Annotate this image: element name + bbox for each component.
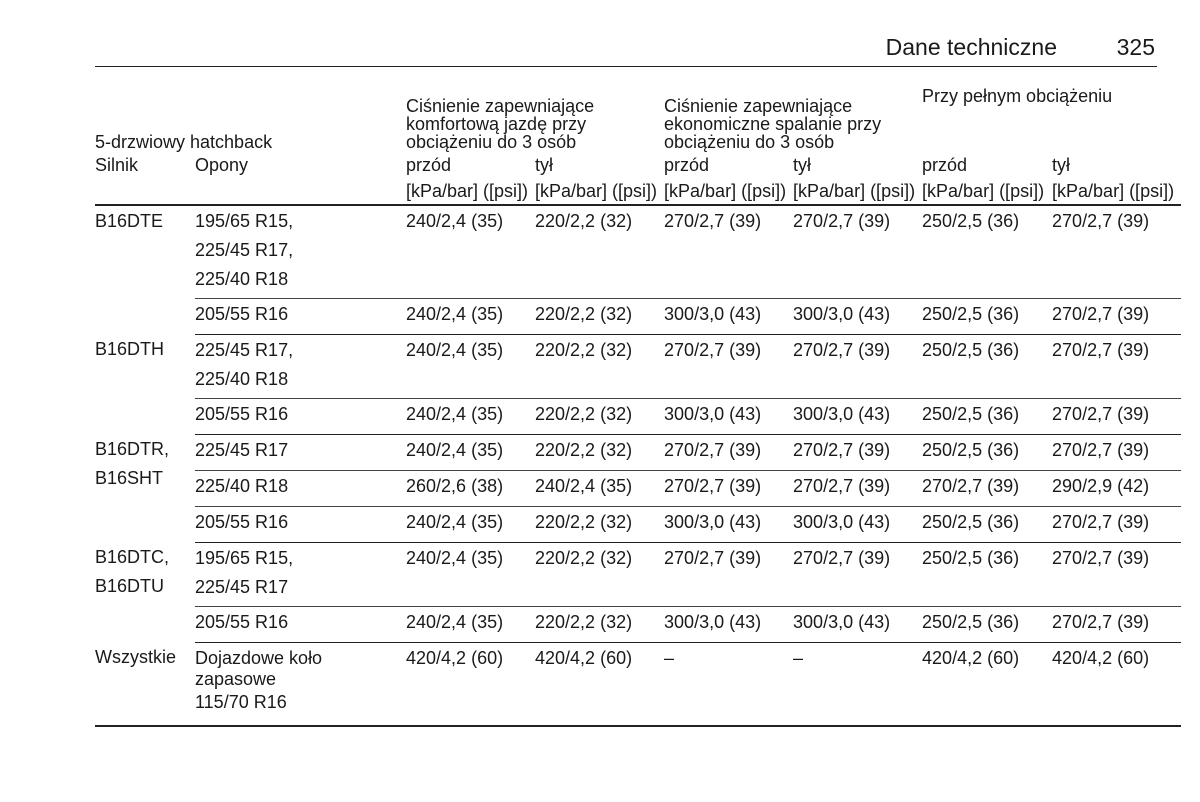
pressure-value: 270/2,7 (39): [1052, 298, 1181, 334]
engine-cell: [95, 334, 195, 434]
tyre-size-cell: [195, 298, 406, 334]
table-row: [95, 334, 1181, 398]
page-header: [95, 30, 1157, 67]
pressure-value: –: [793, 642, 922, 726]
pressure-value: –: [664, 642, 793, 726]
pressure-value: 270/2,7 (39): [1052, 506, 1181, 542]
tyre-size: Dojazdowe koło zapasowe: [195, 647, 323, 690]
column-header-rear: tył: [535, 155, 554, 175]
pressure-value: 240/2,4 (35): [406, 439, 504, 460]
engine-name: B16DTE: [95, 210, 164, 231]
pressure-value: 240/2,4 (35): [406, 606, 535, 642]
group-header-eco: Ciśnienie zapewniające ekonomiczne spalanie przy obciążeniu do 3 osób: [664, 96, 882, 152]
unit-label: [kPa/bar] ([psi]): [535, 183, 664, 205]
unit-label: [kPa/bar] ([psi]): [793, 183, 922, 205]
pressure-value: 270/2,7 (39): [793, 470, 922, 506]
section-title: Dane techniczne: [885, 34, 1057, 60]
column-header-front: przód: [664, 155, 710, 175]
pressure-value: 240/2,4 (35): [406, 506, 535, 542]
pressure-value: 260/2,6 (38): [406, 470, 535, 506]
table-row: [95, 542, 1181, 606]
tyre-size: 205/55 R16: [195, 511, 289, 532]
pressure-value: 220/2,2 (32): [535, 398, 664, 434]
pressure-value: 300/3,0 (43): [793, 298, 922, 334]
engine-name: B16DTH: [95, 339, 165, 360]
pressure-value: 220/2,2 (32): [535, 606, 664, 642]
column-header-rear: tył: [1052, 155, 1071, 175]
pressure-value: 420/4,2 (60): [1052, 642, 1181, 726]
tyre-size: 205/55 R16: [195, 403, 289, 424]
engine-name: B16DTR,: [95, 439, 170, 460]
engine-cell: [95, 542, 195, 642]
pressure-value: 300/3,0 (43): [664, 398, 793, 434]
tyre-size: 195/65 R15,: [195, 547, 294, 568]
pressure-value: 220/2,2 (32): [535, 339, 633, 360]
table-row: [95, 470, 1181, 506]
engine-cell: [95, 434, 195, 542]
unit-label: [kPa/bar] ([psi]): [922, 183, 1052, 205]
unit-label: [kPa/bar] ([psi]): [664, 183, 793, 205]
engine-name: Wszystkie: [95, 647, 176, 668]
tyre-size: 225/40 R18: [195, 368, 289, 389]
pressure-value: 300/3,0 (43): [664, 606, 793, 642]
pressure-value: 240/2,4 (35): [406, 339, 504, 360]
pressure-value: 290/2,9 (42): [1052, 470, 1181, 506]
table-row: [95, 298, 1181, 334]
pressure-value: 270/2,7 (39): [664, 547, 762, 568]
pressure-value: 220/2,2 (32): [535, 506, 664, 542]
tyre-size-cell: [195, 434, 406, 470]
pressure-value: 240/2,4 (35): [406, 398, 535, 434]
column-header-tyres: Opony: [195, 155, 249, 175]
pressure-value: 240/2,4 (35): [406, 210, 504, 231]
pressure-value: 250/2,5 (36): [922, 547, 1020, 568]
pressure-value: 220/2,2 (32): [535, 210, 633, 231]
tyre-size-cell: [195, 642, 406, 726]
pressure-value: 270/2,7 (39): [793, 210, 891, 231]
tyre-size: 205/55 R16: [195, 303, 289, 324]
pressure-value: 250/2,5 (36): [922, 506, 1052, 542]
pressure-value: 300/3,0 (43): [793, 398, 922, 434]
pressure-value: 250/2,5 (36): [922, 398, 1052, 434]
engine-name: B16DTU: [95, 576, 165, 597]
column-header-front: przód: [922, 155, 968, 175]
pressure-value: 270/2,7 (39): [664, 210, 762, 231]
pressure-value: 220/2,2 (32): [535, 439, 633, 460]
tyre-size: 195/65 R15,: [195, 210, 294, 231]
tyre-size-cell: [195, 398, 406, 434]
tyre-pressure-table: [95, 86, 1181, 727]
column-header-front: przód: [406, 155, 452, 175]
pressure-value: 270/2,7 (39): [1052, 606, 1181, 642]
pressure-value: 240/2,4 (35): [406, 298, 535, 334]
pressure-value: 270/2,7 (39): [793, 439, 891, 460]
pressure-value: 240/2,4 (35): [406, 547, 504, 568]
tyre-size: 225/45 R17,: [195, 239, 294, 260]
tyre-size: 205/55 R16: [195, 611, 289, 632]
group-header-comfort: Ciśnienie zapewniające komfortową jazdę przy obciążeniu do 3 osób: [406, 96, 595, 152]
table-row: [95, 398, 1181, 434]
pressure-value: 270/2,7 (39): [922, 470, 1052, 506]
pressure-value: 250/2,5 (36): [922, 606, 1052, 642]
pressure-value: 250/2,5 (36): [922, 439, 1020, 460]
unit-label: [kPa/bar] ([psi]): [1052, 183, 1181, 205]
pressure-value: 270/2,7 (39): [1052, 547, 1150, 568]
tyre-size-cell: [195, 205, 406, 299]
pressure-value: 220/2,2 (32): [535, 547, 633, 568]
pressure-value: 300/3,0 (43): [664, 298, 793, 334]
pressure-value: 240/2,4 (35): [535, 470, 664, 506]
pressure-value: 270/2,7 (39): [1052, 439, 1150, 460]
pressure-value: 250/2,5 (36): [922, 210, 1020, 231]
tyre-size-cell: [195, 334, 406, 398]
engine-name: B16SHT: [95, 468, 164, 489]
table-row: [95, 606, 1181, 642]
pressure-value: 250/2,5 (36): [922, 339, 1020, 360]
table-row: [95, 205, 1181, 299]
table-row: [95, 506, 1181, 542]
pressure-value: 270/2,7 (39): [793, 547, 891, 568]
pressure-value: 270/2,7 (39): [664, 470, 793, 506]
column-header-rear: tył: [793, 155, 812, 175]
pressure-value: 250/2,5 (36): [922, 298, 1052, 334]
group-header-full-load: Przy pełnym obciążeniu: [922, 86, 1113, 106]
pressure-value: 300/3,0 (43): [793, 506, 922, 542]
tyre-size: 225/45 R17,: [195, 339, 294, 360]
tyre-pressure-table-wrapper: [95, 86, 1175, 727]
engine-cell: [95, 205, 195, 335]
pressure-value: 270/2,7 (39): [1052, 339, 1150, 360]
tyre-size: 225/40 R18: [195, 475, 289, 496]
pressure-value: 420/4,2 (60): [535, 642, 664, 726]
engine-name: B16DTC,: [95, 547, 170, 568]
engine-cell: [95, 642, 195, 726]
pressure-value: 420/4,2 (60): [406, 642, 535, 726]
tyre-size: 225/40 R18: [195, 268, 289, 289]
pressure-value: 220/2,2 (32): [535, 298, 664, 334]
pressure-value: 420/4,2 (60): [922, 642, 1052, 726]
tyre-size: 225/45 R17: [195, 439, 289, 460]
vehicle-type-label: 5-drzwiowy hatchback: [95, 132, 273, 153]
pressure-value: 300/3,0 (43): [664, 506, 793, 542]
pressure-value: 270/2,7 (39): [664, 439, 762, 460]
pressure-value: 270/2,7 (39): [1052, 210, 1150, 231]
tyre-size: 115/70 R16: [195, 691, 287, 712]
tyre-size-cell: [195, 606, 406, 642]
tyre-size-cell: [195, 506, 406, 542]
page-number: 325: [1116, 34, 1155, 60]
pressure-value: 270/2,7 (39): [793, 339, 891, 360]
tyre-size-cell: [195, 470, 406, 506]
tyre-size-cell: [195, 542, 406, 606]
column-header-engine: Silnik: [95, 155, 139, 175]
unit-label: [kPa/bar] ([psi]): [406, 183, 535, 205]
table-row: [95, 434, 1181, 470]
table-row: [95, 642, 1181, 726]
pressure-value: 300/3,0 (43): [793, 606, 922, 642]
pressure-value: 270/2,7 (39): [664, 339, 762, 360]
tyre-size: 225/45 R17: [195, 576, 289, 597]
pressure-value: 270/2,7 (39): [1052, 398, 1181, 434]
table-body: [95, 205, 1181, 726]
